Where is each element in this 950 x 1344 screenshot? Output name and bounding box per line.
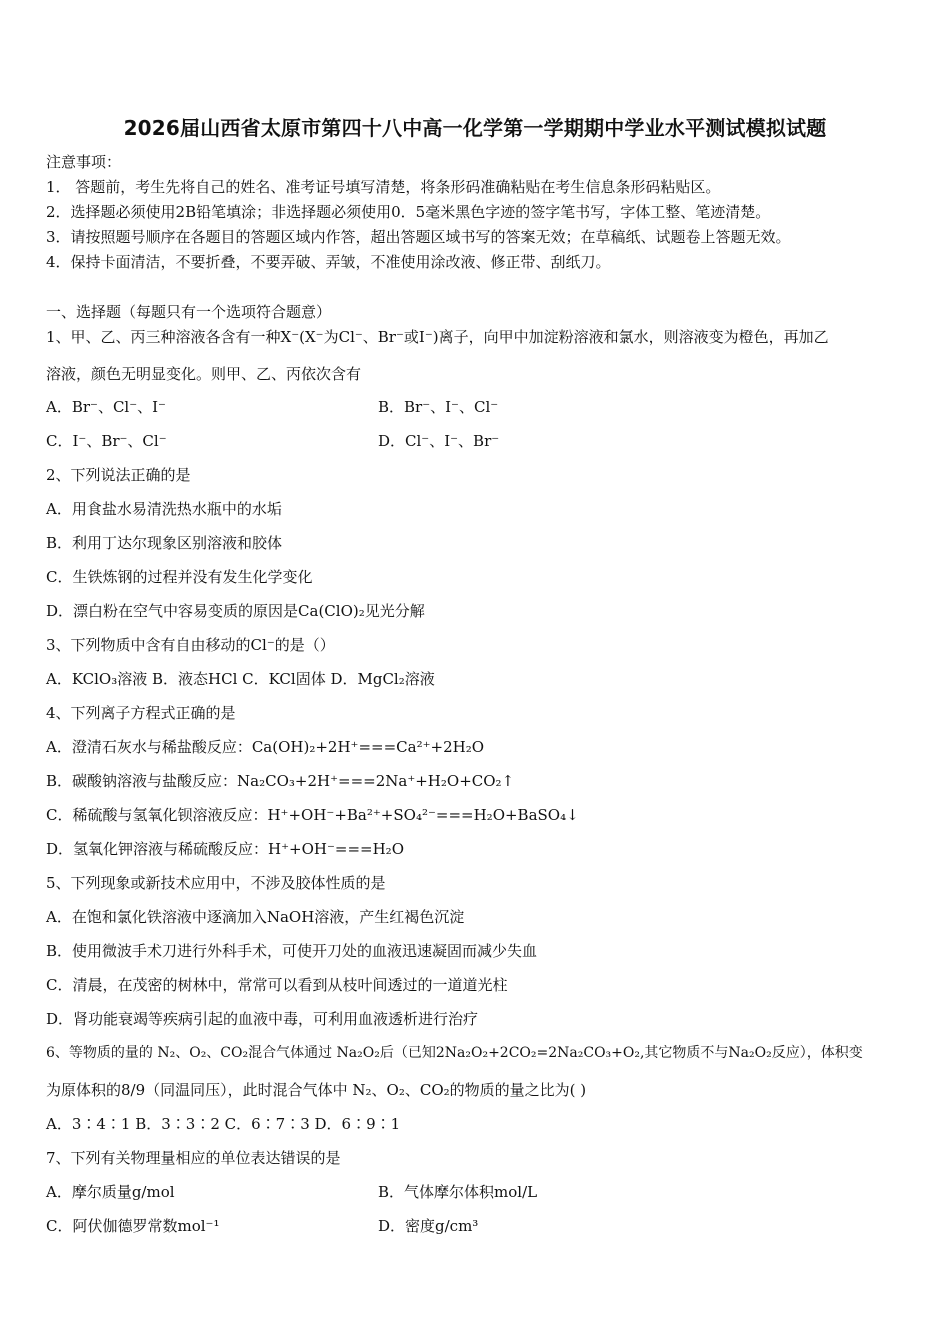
q1-option-c: C．I⁻、Br⁻、Cl⁻ bbox=[46, 432, 167, 450]
notice-item-4: 4．保持卡面清洁，不要折叠，不要弄破、弄皱，不准使用涂改液、修正带、刮纸刀。 bbox=[46, 253, 611, 271]
section-heading: 一、选择题（每题只有一个选项符合题意） bbox=[46, 303, 332, 321]
q1-option-b: B．Br⁻、I⁻、Cl⁻ bbox=[378, 398, 499, 416]
q6-stem-line1: 6、等物质的量的 N₂、O₂、CO₂混合气体通过 Na₂O₂后（已知2Na₂O₂+2CO₂=2Na₂CO₃+O₂,其它物质不与Na₂O₂反应），体积变 bbox=[46, 1045, 863, 1061]
q5-stem: 5、下列现象或新技术应用中，不涉及胶体性质的是 bbox=[46, 874, 386, 892]
q1-option-d: D．Cl⁻、I⁻、Br⁻ bbox=[378, 432, 500, 450]
q7-option-b: B．气体摩尔体积mol/L bbox=[378, 1183, 538, 1201]
q2-option-b: B．利用丁达尔现象区别溶液和胶体 bbox=[46, 534, 283, 552]
q7-option-c: C．阿伏伽德罗常数mol⁻¹ bbox=[46, 1217, 220, 1235]
q1-option-a: A．Br⁻、Cl⁻、I⁻ bbox=[46, 398, 166, 416]
q2-option-d: D．漂白粉在空气中容易变质的原因是Ca(ClO)₂见光分解 bbox=[46, 602, 425, 620]
notice-item-2: 2．选择题必须使用2B铅笔填涂；非选择题必须使用0．5毫米黑色字迹的签字笔书写，字体工整、笔迹清楚。 bbox=[46, 203, 771, 221]
q3-options: A．KClO₃溶液 B．液态HCl C．KCl固体 D．MgCl₂溶液 bbox=[46, 670, 435, 688]
page-title: 2026届山西省太原市第四十八中高一化学第一学期期中学业水平测试模拟试题 bbox=[123, 116, 827, 140]
q5-option-d: D．肾功能衰竭等疾病引起的血液中毒，可利用血液透析进行治疗 bbox=[46, 1010, 479, 1028]
q5-option-c: C．清晨，在茂密的树林中，常常可以看到从枝叶间透过的一道道光柱 bbox=[46, 976, 508, 994]
q4-option-b: B．碳酸钠溶液与盐酸反应：Na₂CO₃+2H⁺===2Na⁺+H₂O+CO₂↑ bbox=[46, 772, 515, 790]
q2-option-c: C．生铁炼钢的过程并没有发生化学变化 bbox=[46, 568, 313, 586]
notice-item-3: 3．请按照题号顺序在各题目的答题区域内作答，超出答题区域书写的答案无效；在草稿纸、试题卷上答题无效。 bbox=[46, 228, 791, 246]
q7-option-a: A．摩尔质量g/mol bbox=[46, 1183, 175, 1201]
q1-stem-line2: 溶液，颜色无明显变化。则甲、乙、丙依次含有 bbox=[46, 365, 362, 383]
q4-option-c: C．稀硫酸与氢氧化钡溶液反应：H⁺+OH⁻+Ba²⁺+SO₄²⁻===H₂O+BaSO₄↓ bbox=[46, 806, 579, 824]
q7-stem: 7、下列有关物理量相应的单位表达错误的是 bbox=[46, 1149, 341, 1167]
notice-item-1: 1． 答题前，考生先将自己的姓名、准考证号填写清楚，将条形码准确粘贴在考生信息条形码粘贴区。 bbox=[46, 178, 721, 196]
q4-option-d: D．氢氧化钾溶液与稀硫酸反应：H⁺+OH⁻===H₂O bbox=[46, 840, 404, 858]
q3-stem: 3、下列物质中含有自由移动的Cl⁻的是（） bbox=[46, 636, 335, 654]
q4-stem: 4、下列离子方程式正确的是 bbox=[46, 704, 236, 722]
q5-option-b: B．使用微波手术刀进行外科手术，可使开刀处的血液迅速凝固而减少失血 bbox=[46, 942, 538, 960]
q6-stem-line2: 为原体积的8/9（同温同压），此时混合气体中 N₂、O₂、CO₂的物质的量之比为( ) bbox=[46, 1081, 587, 1099]
q5-option-a: A．在饱和氯化铁溶液中逐滴加入NaOH溶液，产生红褐色沉淀 bbox=[46, 908, 465, 926]
q2-option-a: A．用食盐水易清洗热水瓶中的水垢 bbox=[46, 500, 282, 518]
q7-option-d: D．密度g/cm³ bbox=[378, 1217, 479, 1235]
notice-heading: 注意事项： bbox=[46, 153, 122, 171]
q6-options: A．3∶4∶1 B．3∶3∶2 C．6∶7∶3 D．6∶9∶1 bbox=[46, 1115, 401, 1133]
q2-stem: 2、下列说法正确的是 bbox=[46, 466, 191, 484]
q4-option-a: A．澄清石灰水与稀盐酸反应：Ca(OH)₂+2H⁺===Ca²⁺+2H₂O bbox=[46, 738, 485, 756]
q1-stem-line1: 1、甲、乙、丙三种溶液各含有一种X⁻(X⁻为Cl⁻、Br⁻或I⁻)离子，向甲中加淀粉溶液和氯水，则溶液变为橙色，再加乙 bbox=[46, 328, 829, 346]
